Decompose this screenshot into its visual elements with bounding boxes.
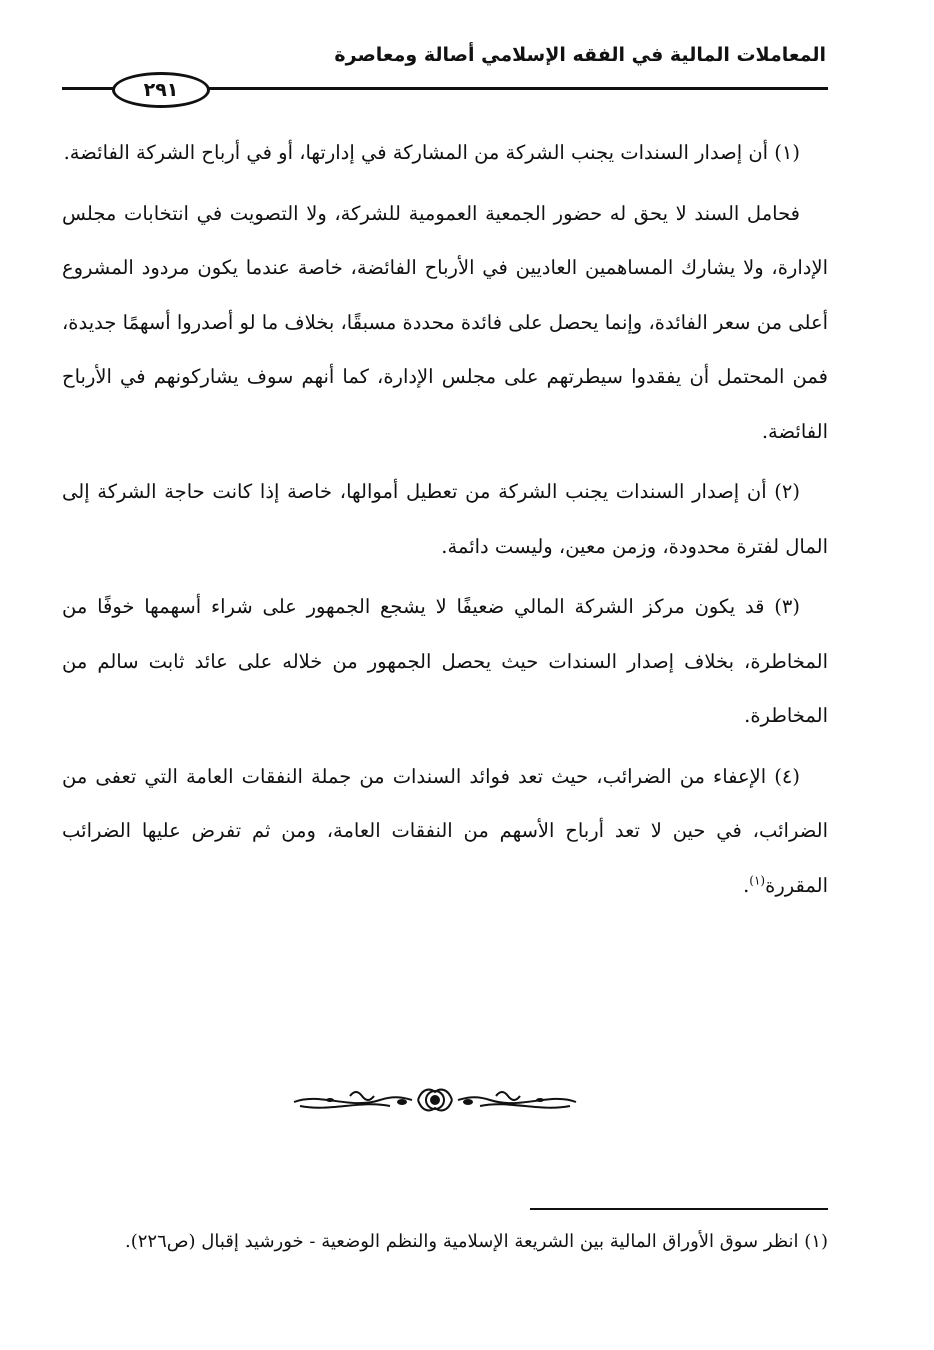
footnote-rule bbox=[530, 1208, 828, 1210]
footnote-reference: (١) bbox=[749, 873, 766, 887]
paragraph-2: فحامل السند لا يحق له حضور الجمعية العمومية للشركة، ولا التصويت في انتخابات مجلس الإدارة، ولا يشارك المساهمين العاديين في الأرباح الفائضة، خاصة عندما يكون مردود المشروع أعلى من سعر الفائدة، وإنما يحصل على فائدة محددة مسبقًا، بخلاف ما لو أصدروا أسهمًا جديدة، فمن المحتمل أن يفقدوا سيطرتهم على مجلس الإدارة، كما أنهم سوف يشاركونهم في الأرباح الفائضة. bbox=[62, 201, 828, 443]
page-number: ٢٩١ bbox=[112, 72, 210, 108]
paragraph-1: (١) أن إصدار السندات يجنب الشركة من المشاركة في إدارتها، أو في أرباح الشركة الفائضة. bbox=[63, 141, 800, 164]
footnote-text: (١) انظر سوق الأوراق المالية بين الشريعة الإسلامية والنظم الوضعية - خورشيد إقبال (ص٢٢٦). bbox=[125, 1231, 828, 1252]
running-title: المعاملات المالية في الفقه الإسلامي أصالة ومعاصرة bbox=[334, 44, 826, 66]
footnote bbox=[62, 1222, 828, 1262]
ornament-divider-icon bbox=[290, 1082, 580, 1118]
paragraph-3: (٢) أن إصدار السندات يجنب الشركة من تعطيل أموالها، خاصة إذا كانت حاجة الشركة إلى المال لفترة محدودة، وزمن معين، وليست دائمة. bbox=[62, 480, 828, 558]
paragraph-5-text: (٤) الإعفاء من الضرائب، حيث تعد فوائد السندات من جملة النفقات العامة التي تعفى من الضرائب، في حين لا تعد أرباح الأسهم من النفقات العامة، ومن ثم تفرض عليها الضرائب المقررة bbox=[62, 764, 828, 897]
paragraph-5-end: . bbox=[743, 873, 750, 897]
paragraph-4: (٣) قد يكون مركز الشركة المالي ضعيفًا لا يشجع الجمهور على شراء أسهمها خوفًا من المخاطرة، بخلاف إصدار السندات حيث يحصل الجمهور من خلاله على عائد ثابت سالم من المخاطرة. bbox=[62, 595, 828, 727]
paragraph-5 bbox=[62, 750, 828, 914]
main-text bbox=[62, 126, 828, 919]
